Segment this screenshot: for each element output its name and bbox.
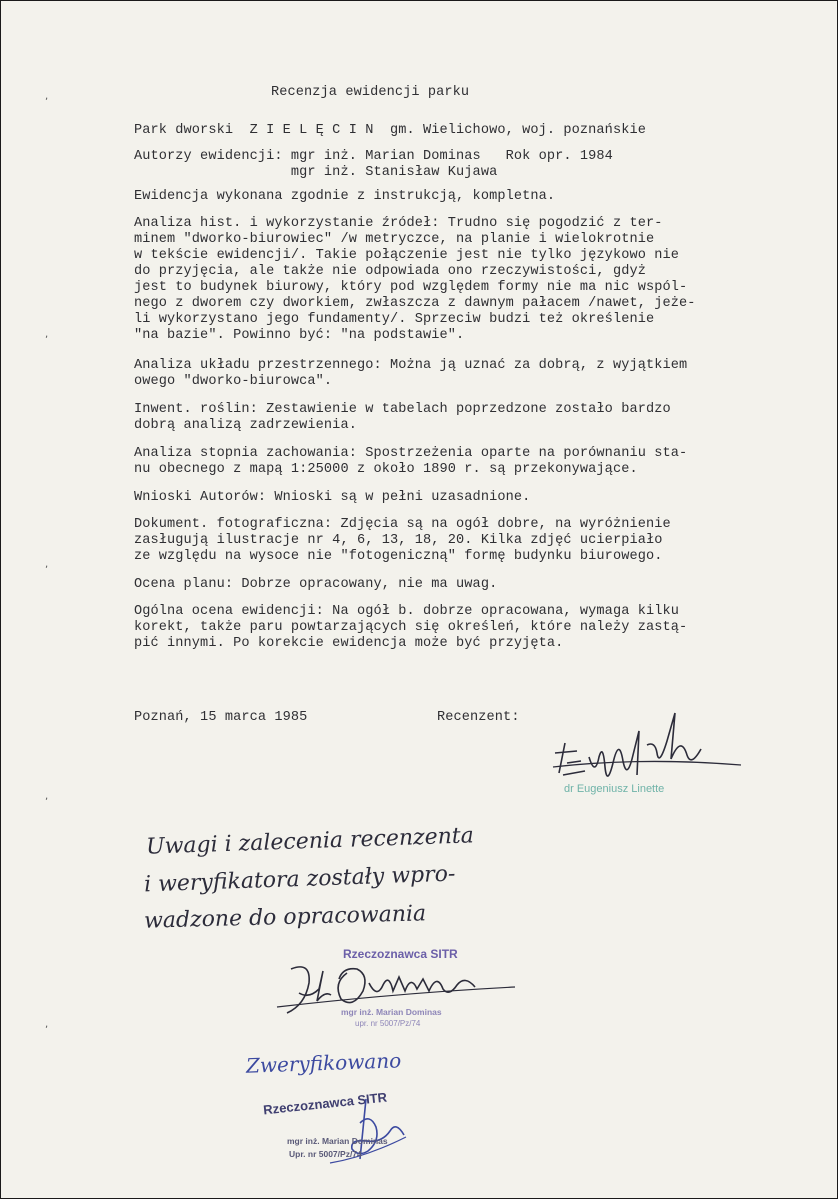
expert-stamp-number: upr. nr 5007/Pz/74 [355, 1019, 421, 1028]
paragraph-line: owego "dworko-biurowca". [134, 374, 333, 389]
paragraph-line: Analiza układu przestrzennego: Można ją uznać za dobrą, z wyjątkiem [134, 358, 688, 373]
reviewer-stamp: dr Eugeniusz Linette [564, 783, 665, 795]
paragraph-line: Inwent. roślin: Zestawienie w tabelach poprzedzone zostało bardzo [134, 402, 671, 417]
park-line: Park dworski Z I E L Ę C I N gm. Wielichowo, woj. poznańskie [134, 123, 646, 138]
authors-line: Autorzy ewidencji: mgr inż. Marian Dominas Rok opr. 1984 [134, 149, 613, 164]
paragraph-line: Analiza stopnia zachowania: Spostrzeżenia oparte na porównaniu sta- [134, 446, 688, 461]
document-title: Recenzja ewidencji parku [271, 85, 470, 100]
margin-mark: , [45, 1019, 49, 1030]
margin-mark: , [45, 91, 49, 102]
verifier-signature [326, 1093, 416, 1173]
place-date: Poznań, 15 marca 1985 [134, 710, 308, 725]
paragraph-line: pić innymi. Po korekcie ewidencja może być przyjęta. [134, 636, 564, 651]
paragraph-line: Wnioski Autorów: Wnioski są w pełni uzasadnione. [134, 490, 531, 505]
paragraph-line: jest to budynek biurowy, który pod względem formy nie ma nic wspól- [134, 280, 688, 295]
paragraph-line: Analiza hist. i wykorzystanie źródeł: Trudno się pogodzić z ter- [134, 216, 663, 231]
paragraph-line: Ewidencja wykonana zgodnie z instrukcją, kompletna. [134, 189, 556, 204]
paragraph-line: Ocena planu: Dobrze opracowany, nie ma uwag. [134, 577, 498, 592]
margin-mark: , [45, 329, 49, 340]
paragraph-line: nego z dworem czy dworkiem, zwłaszcza z dawnym pałacem /nawet, jeże- [134, 296, 696, 311]
paragraph-line: do przyjęcia, ale także nie odpowiada ono rzeczywistości, gdyż [134, 264, 646, 279]
verification-stamp-name: mgr inż. Marian Dominas [287, 1136, 388, 1146]
authors-line: mgr inż. Stanisław Kujawa [134, 165, 498, 180]
margin-mark: , [45, 559, 49, 570]
paragraph-line: li wykorzystano jego fundamenty/. Sprzeciw budzi też określenie [134, 312, 655, 327]
reviewer-label: Recenzent: [437, 710, 520, 725]
paragraph-line: minem "dworko-biurowiec" /w metryczce, na planie i wielokrotnie [134, 232, 655, 247]
handwritten-note-line: Uwagi i zalecenia recenzenta [145, 823, 475, 860]
paragraph-line: "na bazie". Powinno być: "na podstawie". [134, 328, 465, 343]
margin-mark: , [45, 791, 49, 802]
paragraph-line: w tekście ewidencji/. Takie połączenie jest nie tylko językowo nie [134, 248, 679, 263]
expert-stamp-title: Rzeczoznawca SITR [343, 947, 458, 961]
handwritten-note-line: i weryfikatora zostały wpro- [143, 861, 456, 898]
paragraph-line: zasługują ilustracje nr 4, 6, 13, 18, 20. Kilka zdjęć ucierpiało [134, 533, 663, 548]
paragraph-line: dobrą analizą zadrzewienia. [134, 418, 357, 433]
paragraph-line: Dokument. fotograficzna: Zdjęcia są na ogół dobre, na wyróżnienie [134, 517, 671, 532]
verification-handwritten: Zweryfikowano [245, 1048, 402, 1078]
paragraph-line: korekt, także paru powtarzających się określeń, które należy zastą- [134, 620, 688, 635]
verification-stamp-title: Rzeczoznawca SITR [262, 1089, 388, 1118]
expert-stamp-name: mgr inż. Marian Dominas [341, 1007, 442, 1017]
verification-stamp-number: Upr. nr 5007/Pz/74 [289, 1149, 362, 1159]
handwritten-note-line: wadzone do opracowania [143, 901, 427, 934]
paragraph-line: nu obecnego z mapą 1:25000 z około 1890 r. są przekonywające. [134, 462, 638, 477]
paragraph-line: ze względu na wysoce nie "fotogeniczną" formę budynku biurowego. [134, 549, 663, 564]
paragraph-line: Ogólna ocena ewidencji: Na ogół b. dobrze opracowana, wymaga kilku [134, 604, 679, 619]
